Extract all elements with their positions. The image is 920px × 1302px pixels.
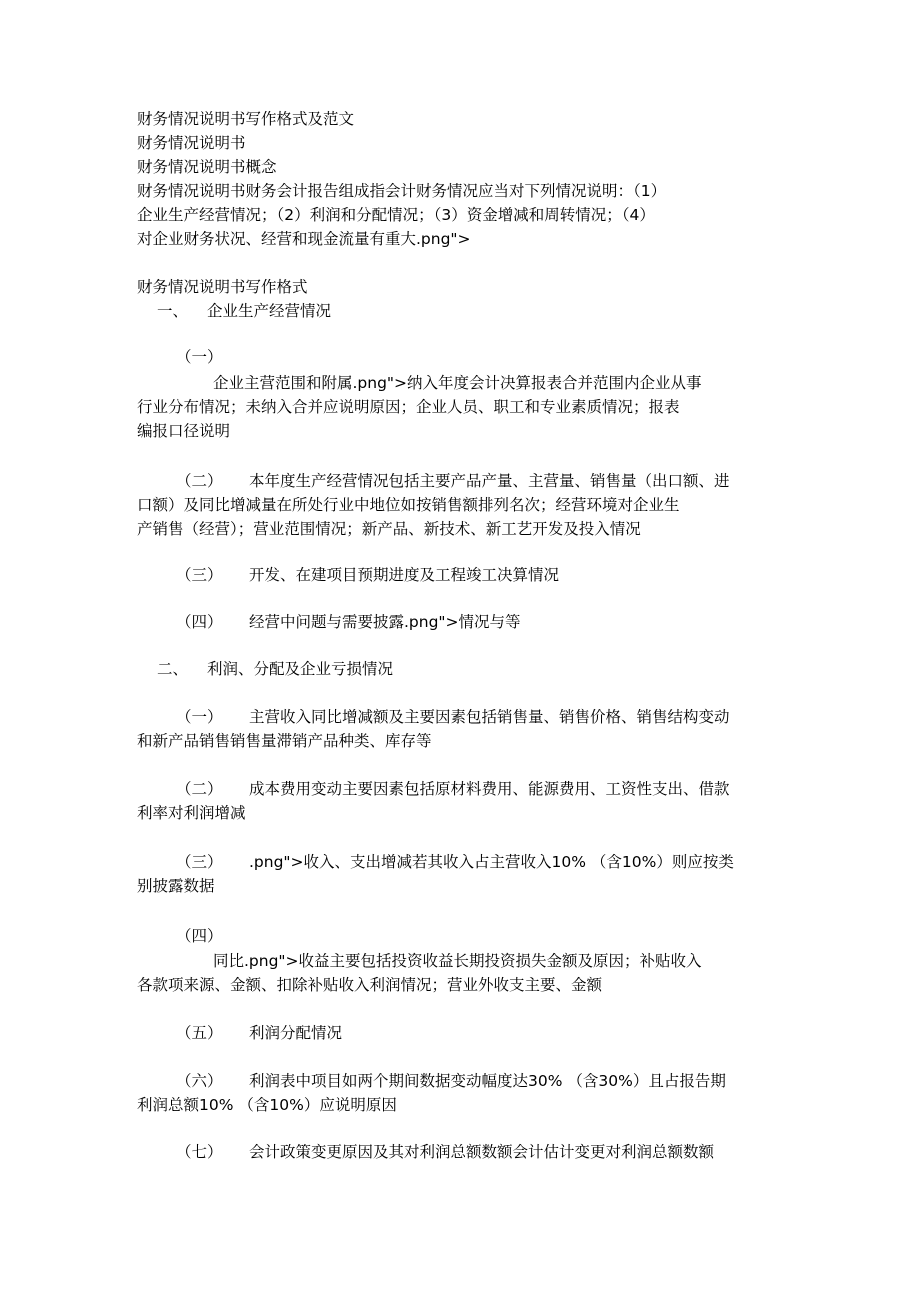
item-marker: （二）	[176, 780, 223, 798]
section-title: 利润、分配及企业亏损情况	[207, 660, 394, 678]
paragraph-line: 编报口径说明	[137, 422, 231, 440]
item-marker: （四）	[176, 927, 223, 945]
paragraph-line: 行业分布情况；未纳入合并应说明原因；企业人员、职工和专业素质情况；报表	[137, 398, 680, 416]
paragraph-line: 各款项来源、金额、扣除补贴收入利润情况；营业外收支主要、金额	[137, 976, 603, 994]
section-title: 企业生产经营情况	[207, 302, 332, 320]
paragraph-line: 口额）及同比增减量在所处行业中地位如按销售额排列名次；经营环境对企业生	[137, 496, 680, 514]
header-line: 对企业财务状况、经营和现金流量有重大.png">	[137, 230, 471, 248]
item-marker: （七）	[176, 1143, 223, 1161]
item-marker: （六）	[176, 1072, 223, 1090]
paragraph-line: 企业主营范围和附属.png">纳入年度会计决算报表合并范围内企业从事	[213, 374, 702, 392]
item-marker: （二）	[176, 472, 223, 490]
section-marker: 一、	[157, 302, 189, 320]
header-line: 财务情况说明书	[137, 134, 246, 152]
item-marker: （一）	[176, 348, 223, 366]
section-marker: 二、	[157, 660, 189, 678]
header-line: 财务情况说明书财务会计报告组成指会计财务情况应当对下列情况说明：（1）	[137, 182, 667, 200]
paragraph-line: 利润总额10% （含10%）应说明原因	[137, 1096, 397, 1114]
header-line: 财务情况说明书概念	[137, 158, 277, 176]
paragraph-line: 成本费用变动主要因素包括原材料费用、能源费用、工资性支出、借款	[249, 780, 730, 798]
paragraph-line: 本年度生产经营情况包括主要产品产量、主营量、销售量（出口额、进	[249, 472, 730, 490]
item-marker: （三）	[176, 566, 223, 584]
paragraph-line: 经营中问题与需要披露.png">情况与等	[249, 613, 521, 631]
item-marker: （三）	[176, 853, 223, 871]
paragraph-line: 利率对利润增减	[137, 804, 246, 822]
item-marker: （四）	[176, 613, 223, 631]
paragraph-line: 别披露数据	[137, 877, 215, 895]
paragraph-line: 利润分配情况	[249, 1024, 343, 1042]
paragraph-line: 会计政策变更原因及其对利润总额数额会计估计变更对利润总额数额	[249, 1143, 715, 1161]
paragraph-line: 产销售（经营）；营业范围情况；新产品、新技术、新工艺开发及投入情况	[137, 520, 641, 538]
header-line: 企业生产经营情况；（2）利润和分配情况；（3）资金增减和周转情况；（4）	[137, 206, 655, 224]
item-marker: （一）	[176, 708, 223, 726]
paragraph-line: .png">收入、支出增减若其收入占主营收入10% （含10%）则应按类	[249, 853, 734, 871]
paragraph-line: 开发、在建项目预期进度及工程竣工决算情况	[249, 566, 560, 584]
paragraph-line: 主营收入同比增减额及主要因素包括销售量、销售价格、销售结构变动	[249, 708, 730, 726]
paragraph-line: 同比.png">收益主要包括投资收益长期投资损失金额及原因；补贴收入	[213, 952, 702, 970]
paragraph-line: 和新产品销售销售量滞销产品种类、库存等	[137, 732, 432, 750]
paragraph-line: 利润表中项目如两个期间数据变动幅度达30% （含30%）且占报告期	[249, 1072, 726, 1090]
document-title: 财务情况说明书写作格式及范文	[137, 110, 355, 128]
format-title: 财务情况说明书写作格式	[137, 278, 308, 296]
item-marker: （五）	[176, 1024, 223, 1042]
